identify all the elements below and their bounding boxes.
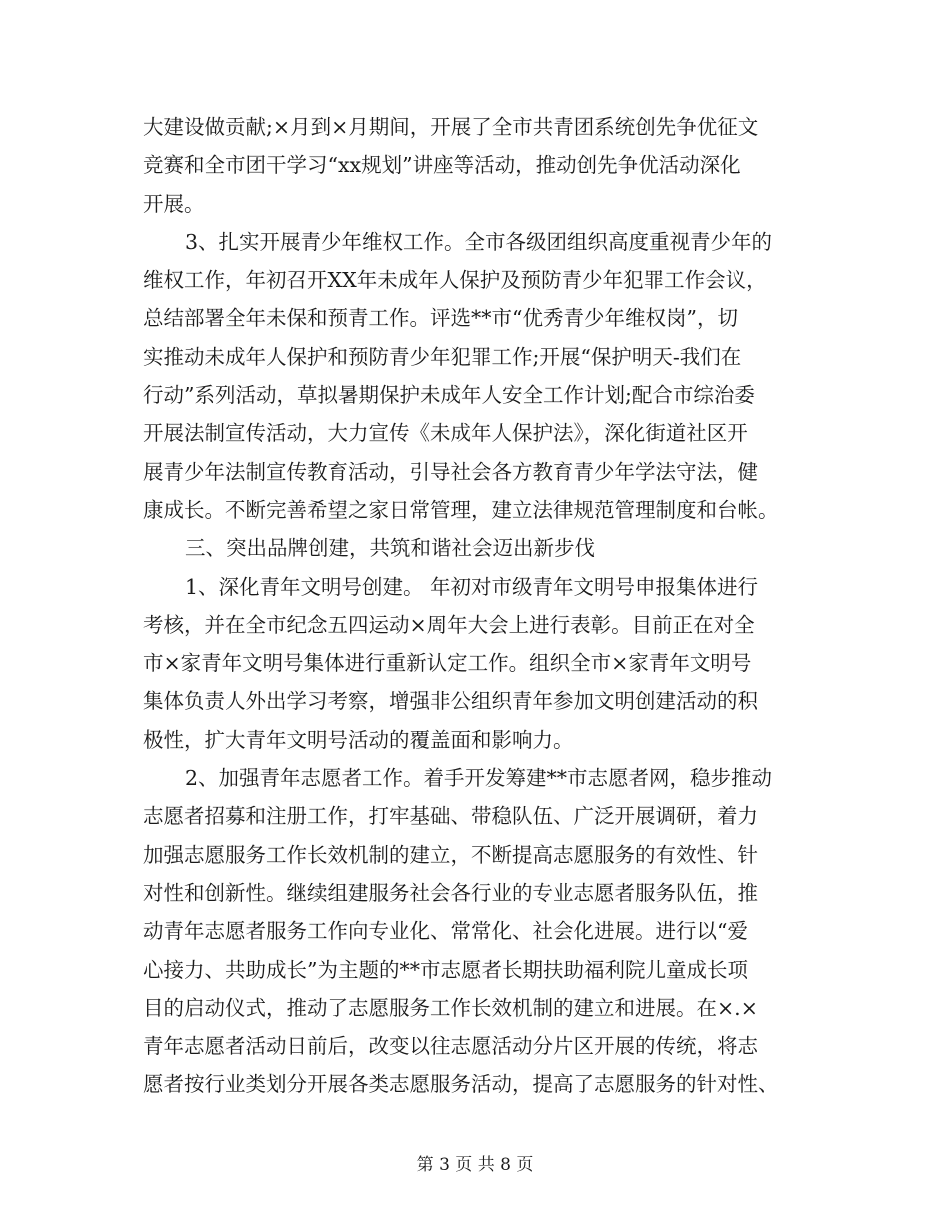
body-line: 心接力、共助成长”为主题的**市志愿者长期扶助福利院儿童成长项 xyxy=(143,957,748,982)
body-line: 开展。 xyxy=(143,191,205,216)
body-line: 极性，扩大青年文明号活动的覆盖面和影响力。 xyxy=(143,727,574,752)
body-line: 市×家青年文明号集体进行重新认定工作。组织全市×家青年文明号 xyxy=(143,651,752,676)
body-line: 康成长。不断完善希望之家日常管理，建立法律规范管理制度和台帐。 xyxy=(143,497,779,522)
body-line: 展青少年法制宣传教育活动，引导社会各方教育青少年学法守法，健 xyxy=(143,459,758,484)
document-body xyxy=(143,108,807,1104)
section-heading: 三、突出品牌创建，共筑和谐社会迈出新步伐 xyxy=(185,536,595,561)
paragraph-start-line: 1、深化青年文明号创建。 年初对市级青年文明号申报集体进行 xyxy=(185,574,759,599)
body-line: 行动”系列活动，草拟暑期保护未成年人安全工作计划;配合市综治委 xyxy=(143,383,755,408)
body-line: 集体负责人外出学习考察，增强非公组织青年参加文明创建活动的积 xyxy=(143,689,758,714)
body-line: 青年志愿者活动日前后，改变以往志愿活动分片区开展的传统，将志 xyxy=(143,1034,758,1059)
body-line: 总结部署全年未保和预青工作。评选**市“优秀青少年维权岗”，切 xyxy=(143,306,738,331)
body-line: 考核，并在全市纪念五四运动×周年大会上进行表彰。目前正在对全 xyxy=(143,612,755,637)
paragraph-start-line: 3、扎实开展青少年维权工作。全市各级团组织高度重视青少年的 xyxy=(185,229,773,254)
body-line: 大建设做贡献;×月到×月期间，开展了全市共青团系统创先争优征文 xyxy=(143,115,759,139)
body-line: 实推动未成年人保护和预防青少年犯罪工作;开展“保护明天-我们在 xyxy=(143,344,742,369)
body-line: 对性和创新性。继续组建服务社会各行业的专业志愿者服务队伍，推 xyxy=(143,880,758,905)
paragraph-start-line: 2、加强青年志愿者工作。着手开发筹建**市志愿者网，稳步推动 xyxy=(185,766,773,791)
page-number-footer: 第 3 页 共 8 页 xyxy=(416,1155,534,1175)
body-line: 目的启动仪式，推动了志愿服务工作长效机制的建立和进展。在×.× xyxy=(143,995,758,1020)
body-line: 加强志愿服务工作长效机制的建立，不断提高志愿服务的有效性、针 xyxy=(143,842,758,867)
body-line: 志愿者招募和注册工作，打牢基础、带稳队伍、广泛开展调研，着力 xyxy=(143,804,758,829)
body-line: 开展法制宣传活动，大力宣传《未成年人保护法》，深化街道社区开 xyxy=(143,421,748,446)
body-line: 维权工作，年初召开XX年未成年人保护及预防青少年犯罪工作会议， xyxy=(143,268,767,293)
body-line: 愿者按行业类划分开展各类志愿服务活动，提高了志愿服务的针对性、 xyxy=(143,1072,779,1097)
body-line: 动青年志愿者服务工作向专业化、常常化、社会化进展。进行以“爱 xyxy=(143,919,748,944)
body-line: 竞赛和全市团干学习“xx规划”讲座等活动，推动创先争优活动深化 xyxy=(143,153,741,178)
